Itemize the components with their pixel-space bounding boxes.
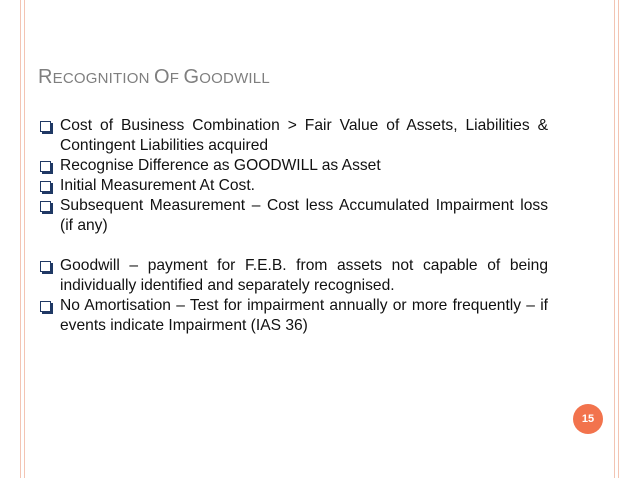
bullet-text: Goodwill – payment for F.E.B. from assets not capable of being individually identified and separately recognised. xyxy=(60,257,548,294)
title-part: OODWILL xyxy=(199,70,270,87)
bullet-item xyxy=(40,296,548,336)
slide-title xyxy=(38,66,270,89)
title-part: O xyxy=(154,66,170,88)
page-number-badge: 15 xyxy=(573,404,603,434)
checkbox-bullet-icon xyxy=(40,261,51,272)
bullet-item xyxy=(40,256,548,296)
bullet-spacer xyxy=(40,236,548,256)
checkbox-bullet-icon xyxy=(40,121,51,132)
checkbox-bullet-icon xyxy=(40,161,51,172)
left-border-line-inner xyxy=(24,0,25,478)
bullet-text: Subsequent Measurement – Cost less Accumulated Impairment loss (if any) xyxy=(60,197,548,234)
checkbox-bullet-icon xyxy=(40,181,51,192)
title-part: G xyxy=(183,66,200,88)
checkbox-bullet-icon xyxy=(40,301,51,312)
title-part: ECOGNITION xyxy=(52,70,155,87)
bullet-item xyxy=(40,116,548,156)
title-part: R xyxy=(38,66,53,88)
bullet-text: Initial Measurement At Cost. xyxy=(60,177,256,194)
left-border-line xyxy=(20,0,21,478)
bullet-item xyxy=(40,196,548,236)
bullet-item xyxy=(40,156,548,176)
bullet-list xyxy=(40,116,548,336)
right-border-line-inner xyxy=(614,0,615,478)
bullet-item xyxy=(40,176,548,196)
right-border-line xyxy=(618,0,619,478)
title-part: F xyxy=(169,70,184,87)
bullet-text: No Amortisation – Test for impairment annually or more frequently – if events indicate Impairment (IAS 36) xyxy=(60,297,548,334)
bullet-text: Cost of Business Combination > Fair Value of Assets, Liabilities & Contingent Liabilities acquired xyxy=(60,117,548,154)
checkbox-bullet-icon xyxy=(40,201,51,212)
bullet-text: Recognise Difference as GOODWILL as Asset xyxy=(60,157,381,174)
